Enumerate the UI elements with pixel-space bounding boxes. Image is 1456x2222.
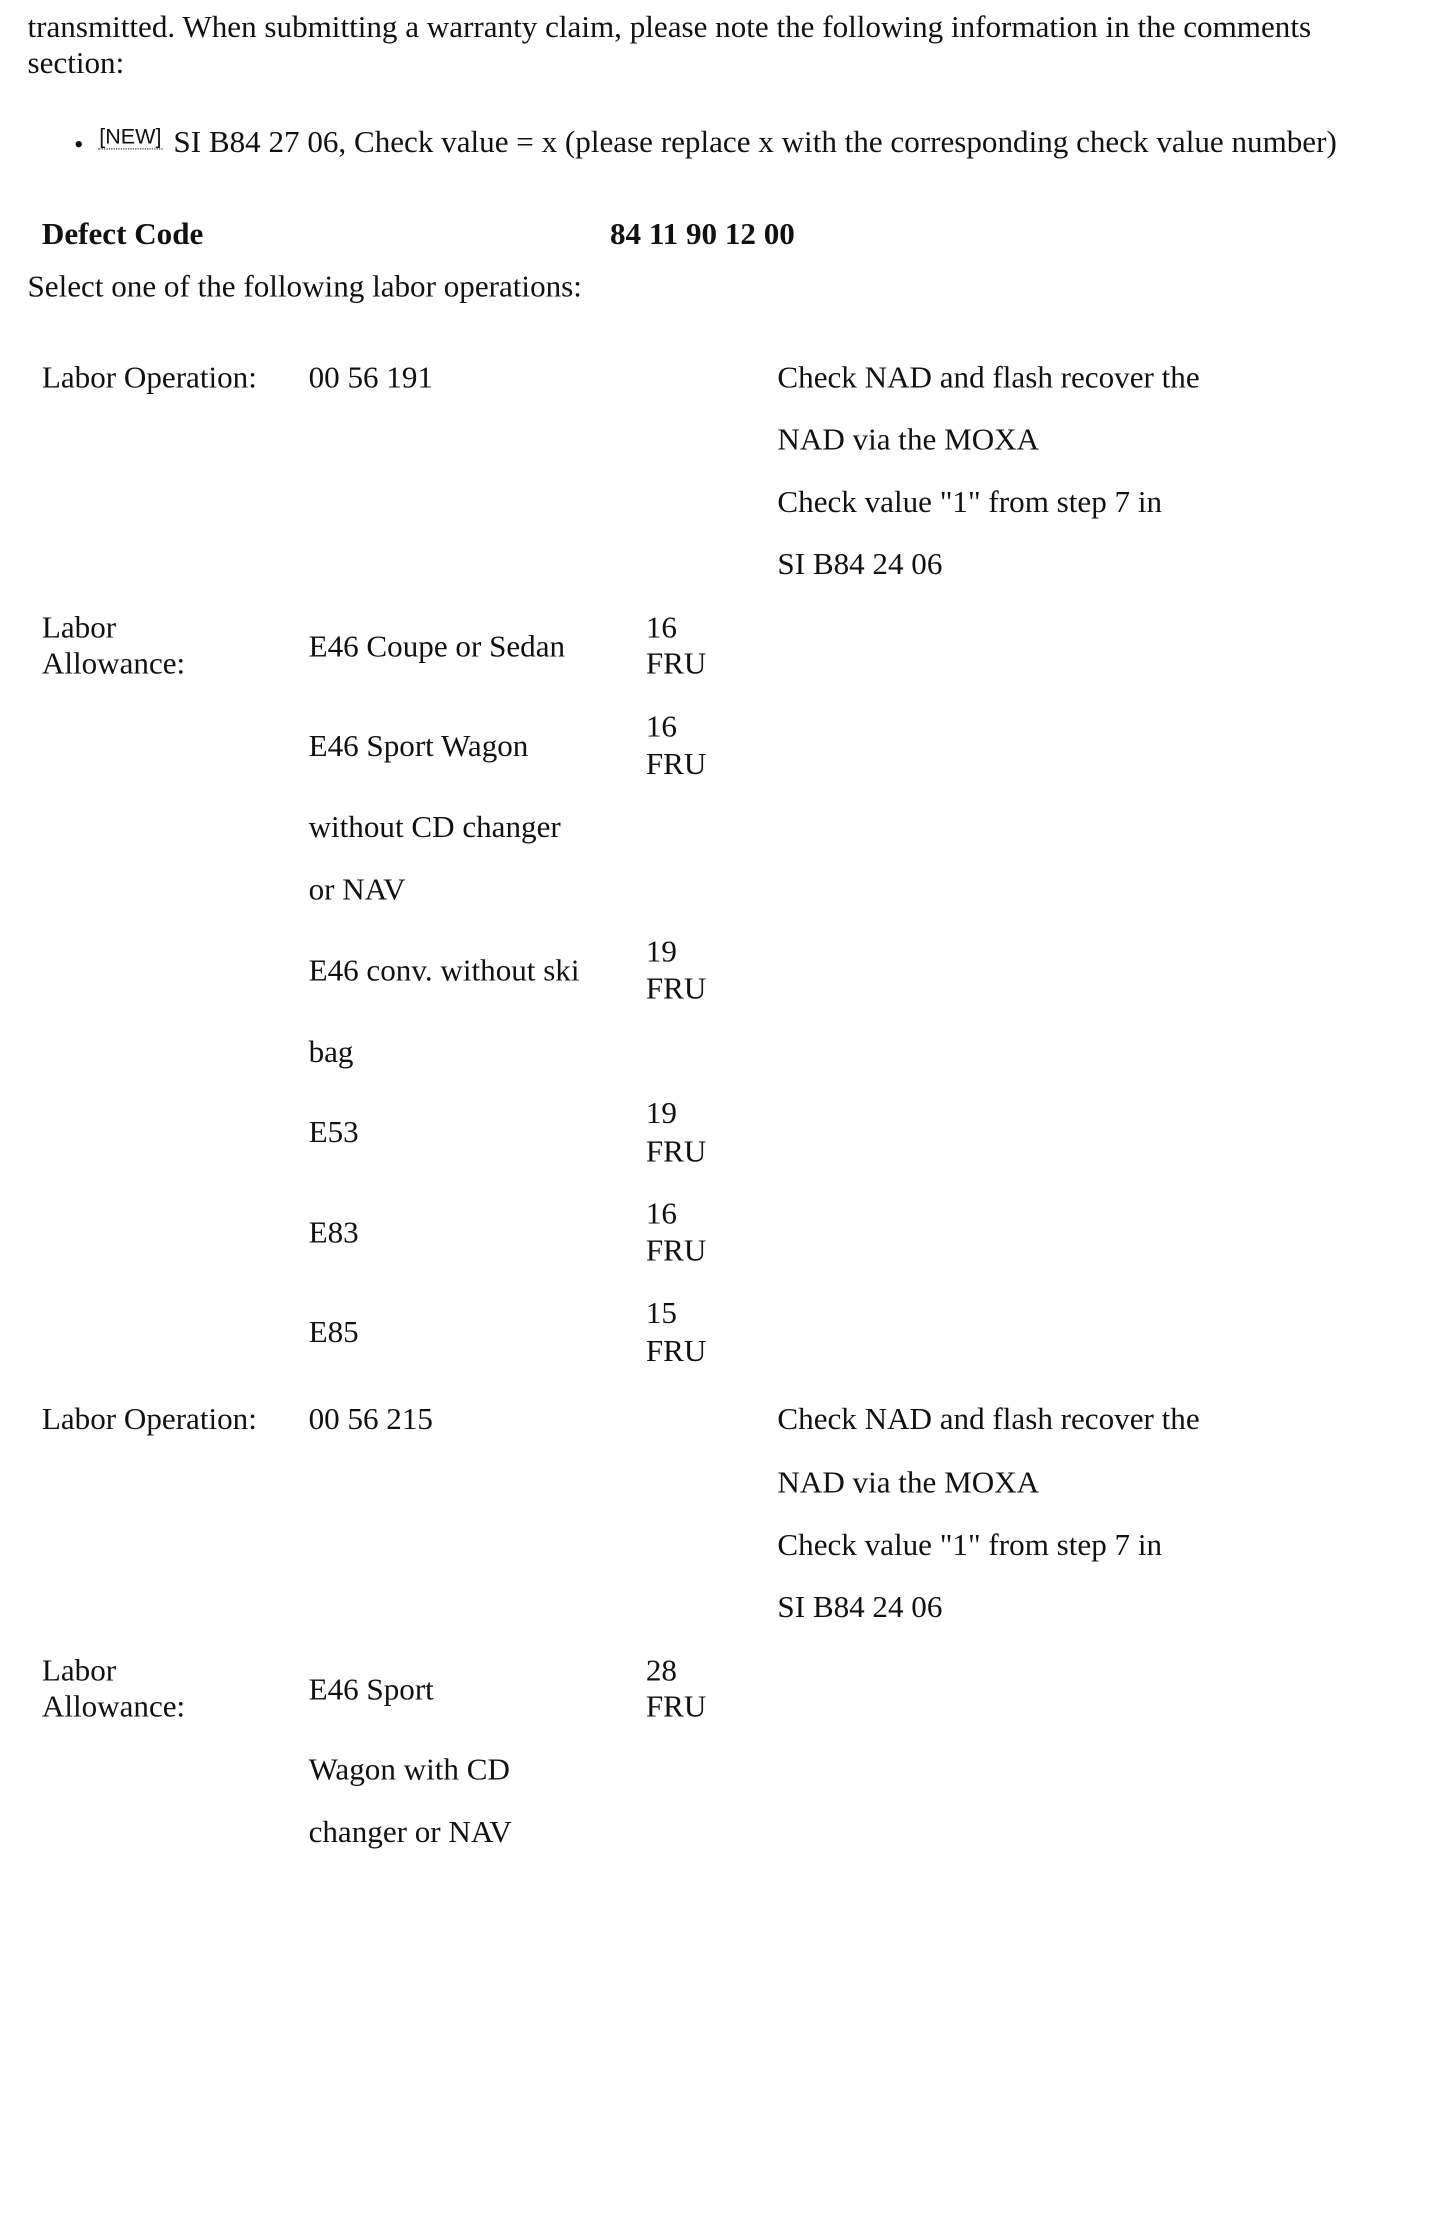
labor-operation-label: Labor Operation: [41, 359, 257, 395]
select-instruction: Select one of the following labor operations: [27, 269, 582, 304]
allowance-value: 19 [645, 934, 677, 969]
allowance-unit: FRU [645, 971, 707, 1006]
labor-allowance-label: Labor [41, 1652, 117, 1688]
bullet-text: SI B84 27 06, Check value = x (please replace x with the corresponding check value number) [173, 124, 1337, 160]
allowance-value: 15 [645, 1295, 677, 1330]
labor-allowance-label: Allowance: [41, 1688, 186, 1724]
allowance-model: E83 [308, 1215, 359, 1250]
allowance-model: bag [308, 1034, 354, 1070]
allowance-value: 16 [645, 709, 677, 744]
allowance-unit: FRU [645, 1233, 707, 1268]
intro-line-2: section: [27, 45, 125, 81]
allowance-unit: FRU [645, 645, 707, 681]
allowance-value: 16 [645, 609, 677, 645]
allowance-model: Wagon with CD [308, 1752, 510, 1787]
allowance-model: E46 conv. without ski [308, 953, 580, 988]
new-badge: [NEW] [99, 124, 162, 149]
defect-code-label: Defect Code [41, 216, 204, 252]
allowance-value: 19 [645, 1095, 677, 1131]
allowance-model: E46 Sport Wagon [308, 728, 529, 764]
labor-operation-code: 00 56 191 [308, 359, 433, 395]
allowance-model: without CD changer [308, 809, 561, 845]
bullet-marker: • [74, 129, 84, 160]
allowance-value: 16 [645, 1196, 677, 1231]
allowance-model: E85 [308, 1314, 359, 1350]
labor-operation-desc-line: SI B84 24 06 [777, 1589, 943, 1625]
labor-operation-desc-line: SI B84 24 06 [777, 546, 943, 582]
allowance-model: E53 [308, 1114, 359, 1150]
allowance-unit: FRU [645, 1688, 707, 1724]
allowance-value: 28 [645, 1652, 677, 1688]
labor-operation-desc-line: Check NAD and flash recover the [777, 1401, 1200, 1437]
allowance-model: E46 Sport [308, 1672, 434, 1707]
allowance-unit: FRU [645, 1333, 707, 1369]
allowance-unit: FRU [645, 746, 707, 781]
labor-operation-label: Labor Operation: [41, 1401, 257, 1437]
labor-operation-code: 00 56 215 [308, 1401, 433, 1437]
intro-line-1: transmitted. When submitting a warranty claim, please note the following information in the comments [27, 9, 1312, 45]
labor-allowance-label: Labor [41, 609, 117, 645]
labor-operation-desc-line: Check value "1" from step 7 in [777, 1527, 1163, 1562]
labor-operation-desc-line: NAD via the MOXA [777, 1465, 1040, 1500]
labor-allowance-label: Allowance: [41, 645, 186, 681]
allowance-unit: FRU [645, 1133, 707, 1169]
labor-operation-desc-line: Check value "1" from step 7 in [777, 484, 1163, 520]
allowance-model: E46 Coupe or Sedan [308, 629, 566, 664]
labor-operation-desc-line: NAD via the MOXA [777, 422, 1040, 457]
allowance-model: changer or NAV [308, 1814, 512, 1850]
labor-operation-desc-line: Check NAD and flash recover the [777, 359, 1200, 395]
allowance-model: or NAV [308, 871, 406, 907]
defect-code-value: 84 11 90 12 00 [609, 216, 795, 252]
